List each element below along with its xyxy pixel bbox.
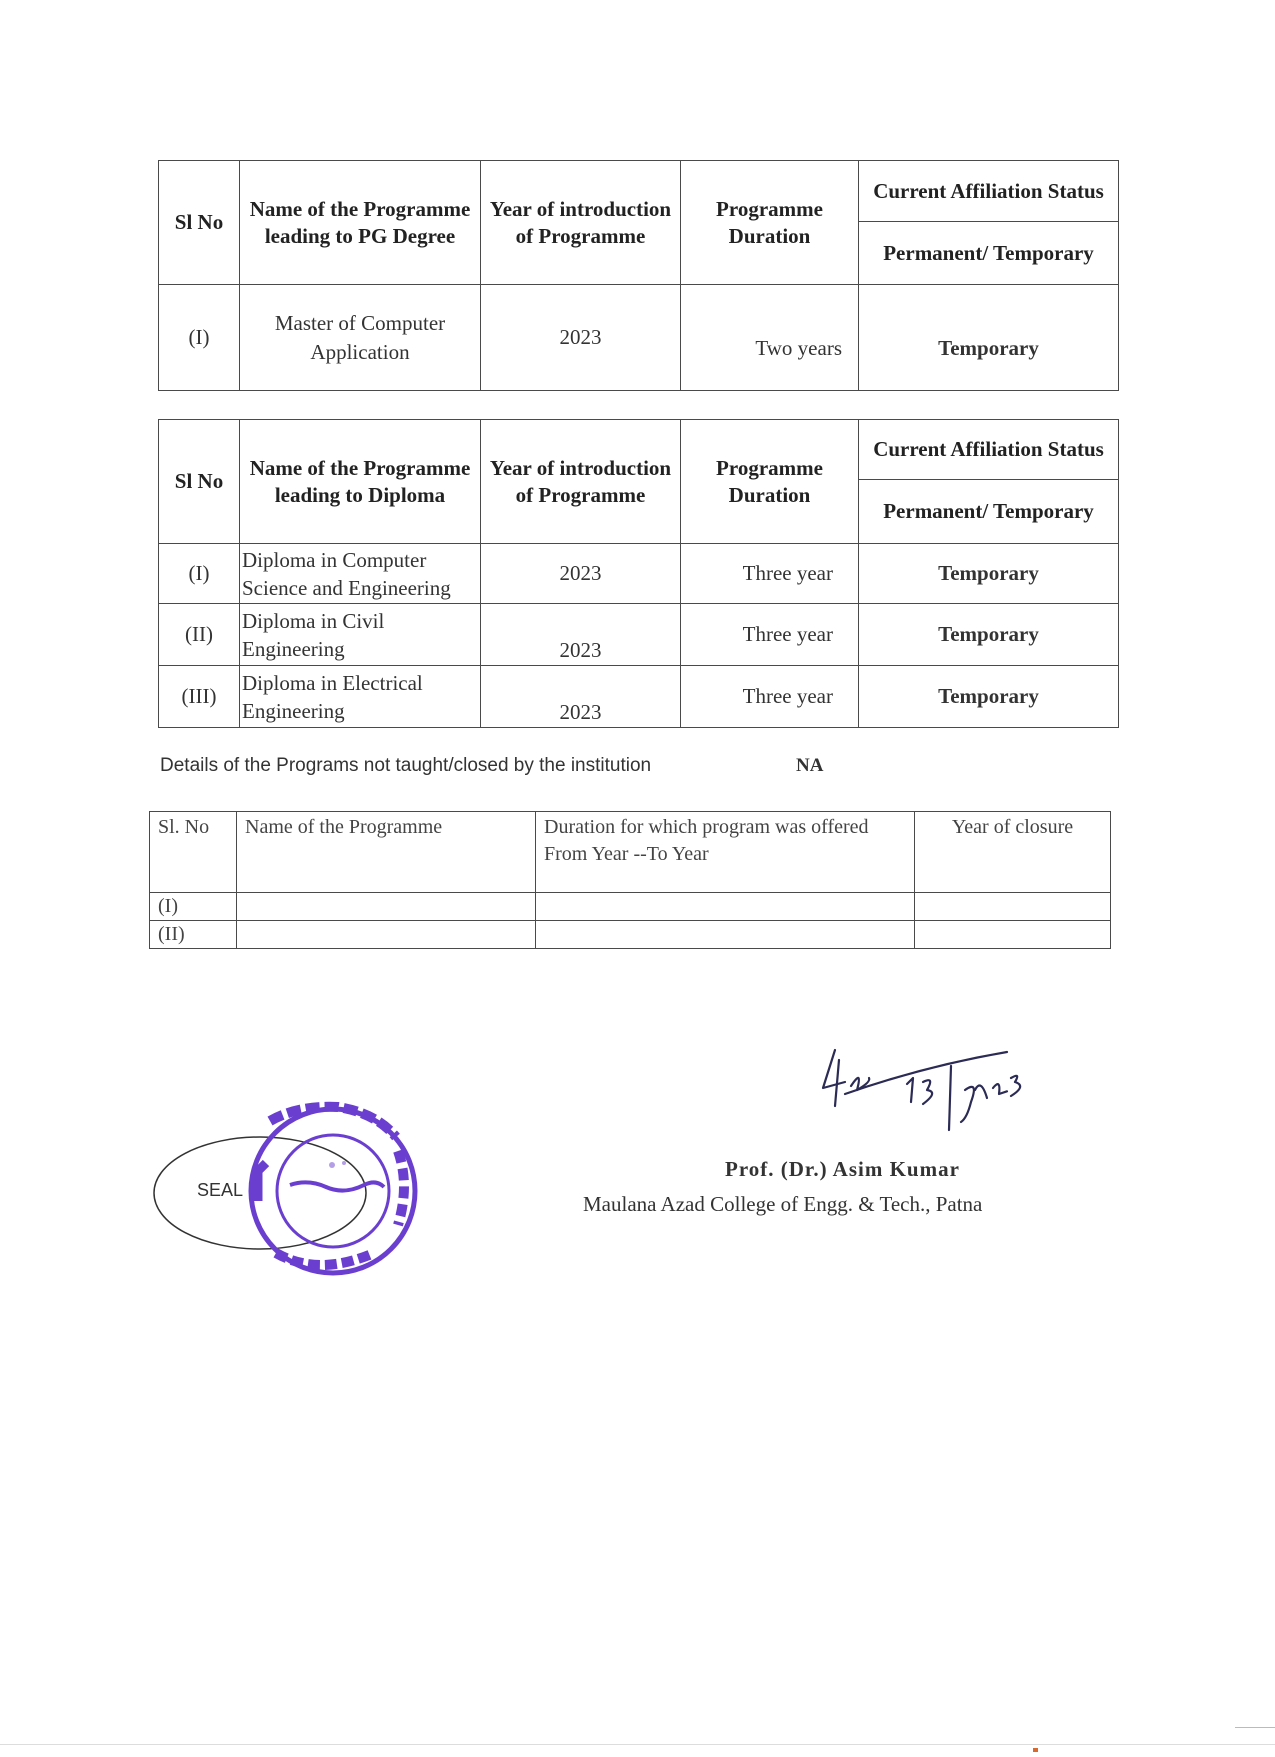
closed-programme-table: [149, 811, 1111, 949]
scan-dot: [1033, 1748, 1038, 1752]
row-year: 2023: [481, 285, 681, 391]
table-row: [159, 544, 1119, 604]
table-row: [159, 604, 1119, 666]
row-programme-name: Master of Computer Application: [240, 285, 481, 391]
row-duration: Three year: [681, 666, 859, 728]
signatory-name: Prof. (Dr.) Asim Kumar: [725, 1157, 960, 1181]
header-programme-name: Name of the Programme leading to PG Degree: [240, 161, 481, 285]
institution-seal-stamp: [148, 1085, 418, 1285]
header-year: Year of introduction of Programme: [481, 420, 681, 544]
row-closure: [915, 921, 1111, 949]
closed-programs-text: Details of the Programs not taught/closed by the institution: [160, 755, 652, 776]
row-status: Temporary: [859, 544, 1119, 604]
row-programme-name: Diploma in Computer Science and Engineering: [240, 544, 481, 604]
header-sl-no: Sl. No: [150, 812, 237, 893]
row-sl: (II): [159, 604, 240, 666]
signatory-institution: Maulana Azad College of Engg. & Tech., Patna: [583, 1192, 983, 1216]
header-affiliation: Current Affiliation Status: [859, 420, 1119, 480]
row-sl: (I): [159, 544, 240, 604]
header-duration: [536, 812, 915, 893]
header-affiliation: Current Affiliation Status: [859, 161, 1119, 222]
scan-mark: [1235, 1727, 1275, 1728]
header-closure: Year of closure: [915, 812, 1111, 893]
row-closure: [915, 893, 1111, 921]
seal-label: SEAL: [197, 1180, 244, 1200]
header-sl-no: Sl No: [159, 161, 240, 285]
header-duration: Programme Duration: [681, 161, 859, 285]
row-status: Temporary: [859, 666, 1119, 728]
header-permanent-temporary: Permanent/ Temporary: [859, 480, 1119, 544]
table-row: [150, 893, 1111, 921]
diploma-programme-table: [158, 419, 1119, 728]
header-programme-name: Name of the Programme: [237, 812, 536, 893]
header-programme-name: Name of the Programme leading to Diploma: [240, 420, 481, 544]
scan-edge-line: [0, 1744, 1275, 1745]
table-row: [159, 666, 1119, 728]
header-duration-line2: From Year --To Year: [544, 843, 709, 865]
row-status: Temporary: [859, 285, 1119, 391]
header-duration-line1: Duration for which program was offered: [544, 816, 869, 838]
row-programme-name: Diploma in Civil Engineering: [240, 604, 481, 666]
header-year: Year of introduction of Programme: [481, 161, 681, 285]
row-duration: Three year: [681, 604, 859, 666]
handwritten-signature: [815, 1038, 1075, 1148]
row-sl: (II): [150, 921, 237, 949]
closed-programs-value: NA: [796, 755, 824, 776]
row-programme-name: [237, 893, 536, 921]
closed-programs-note: [160, 755, 824, 777]
row-programme-name: [237, 921, 536, 949]
header-sl-no: Sl No: [159, 420, 240, 544]
pg-programme-table: [158, 160, 1119, 391]
row-year: 2023: [481, 666, 681, 728]
row-duration: Two years: [681, 285, 859, 391]
row-duration: [536, 893, 915, 921]
row-year: 2023: [481, 544, 681, 604]
row-status: Temporary: [859, 604, 1119, 666]
row-year: 2023: [481, 604, 681, 666]
row-duration: [536, 921, 915, 949]
row-sl: (I): [159, 285, 240, 391]
header-permanent-temporary: Permanent/ Temporary: [859, 222, 1119, 285]
row-programme-name: Diploma in Electrical Engineering: [240, 666, 481, 728]
header-duration: Programme Duration: [681, 420, 859, 544]
row-duration: Three year: [681, 544, 859, 604]
row-sl: (I): [150, 893, 237, 921]
row-sl: (III): [159, 666, 240, 728]
table-row: [150, 921, 1111, 949]
table-row: [159, 285, 1119, 391]
